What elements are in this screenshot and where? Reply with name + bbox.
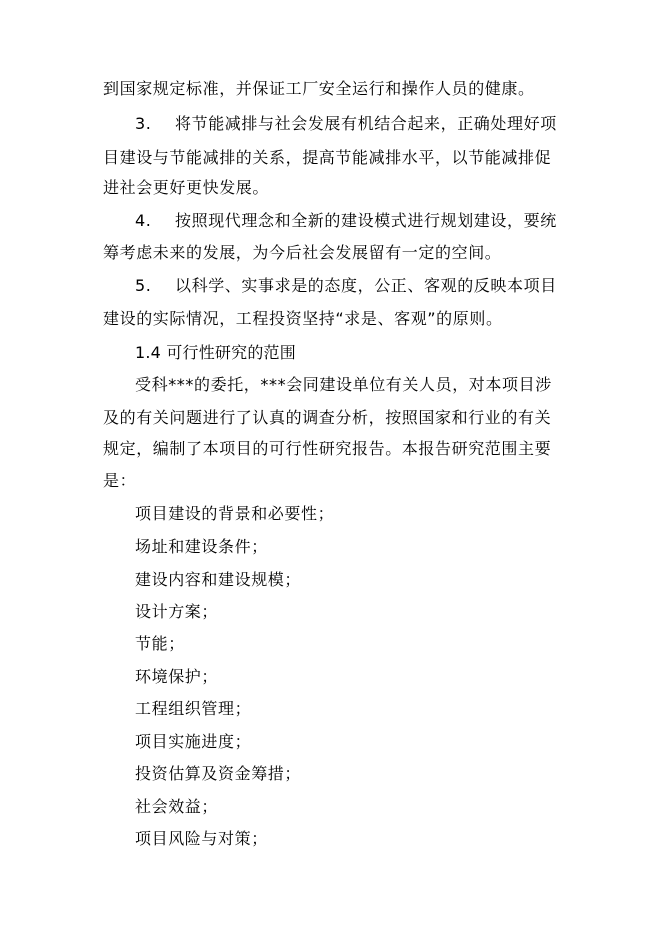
paragraph-line: 以科学、实事求是的态度，公正、客观的反映本项目 [175, 276, 557, 295]
scope-list-item: 工程组织管理； [135, 699, 252, 718]
list-item-3 [135, 113, 557, 135]
scope-list-item: 社会效益； [135, 797, 219, 816]
list-number: 4. [135, 211, 152, 230]
scope-list-item: 投资估算及资金筹措； [135, 764, 302, 783]
paragraph-line: 目建设与节能减排的关系，提高节能减排水平，以节能减排促 [103, 148, 552, 167]
list-item-4 [135, 210, 557, 232]
list-number: 5. [135, 276, 152, 295]
paragraph-line: 到国家规定标准，并保证工厂安全运行和操作人员的健康。 [103, 79, 535, 98]
scope-list-item: 设计方案； [135, 602, 219, 621]
paragraph-line: 及的有关问题进行了认真的调查分析，按照国家和行业的有关 [103, 408, 552, 427]
scope-list-item: 场址和建设条件； [135, 537, 268, 556]
paragraph-line: 建设的实际情况，工程投资坚持“求是、客观”的原则。 [103, 309, 503, 328]
paragraph-line: 筹考虑未来的发展，为今后社会发展留有一定的空间。 [103, 243, 502, 262]
list-number: 3. [135, 114, 152, 133]
section-heading: 1.4 可行性研究的范围 [135, 343, 296, 362]
paragraph-line: 规定，编制了本项目的可行性研究报告。本报告研究范围主要 [103, 439, 552, 458]
paragraph-line: 进社会更好更快发展。 [103, 178, 270, 197]
scope-list-item: 节能； [135, 634, 185, 653]
scope-list-item: 建设内容和建设规模； [135, 570, 302, 589]
paragraph-line: 是： [103, 471, 137, 490]
paragraph-line: 按照现代理念和全新的建设模式进行规划建设，要统 [175, 211, 557, 230]
scope-list-item: 项目建设的背景和必要性； [135, 504, 335, 523]
paragraph-line: 受科***的委托，***会同建设单位有关人员，对本项目涉 [135, 375, 552, 394]
scope-list-item: 项目实施进度； [135, 732, 252, 751]
scope-list-item: 环境保护； [135, 667, 219, 686]
list-item-5 [135, 275, 557, 297]
scope-list-item: 项目风险与对策； [135, 829, 268, 848]
paragraph-line: 将节能减排与社会发展有机结合起来，正确处理好项 [175, 114, 557, 133]
